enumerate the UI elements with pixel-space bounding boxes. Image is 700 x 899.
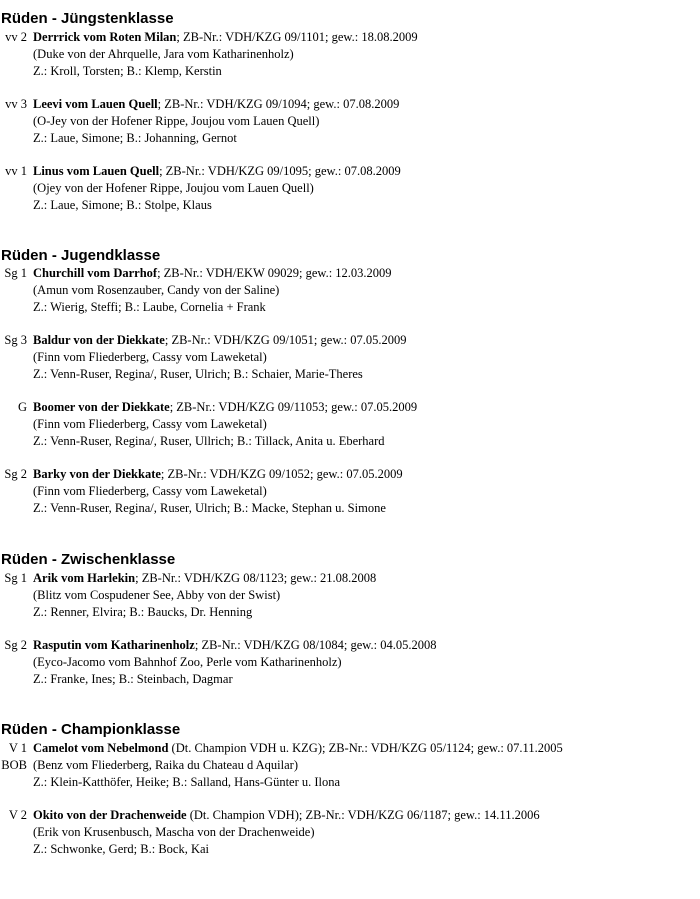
parents: (Amun vom Rosenzauber, Candy von der Saline) xyxy=(33,283,280,297)
dog-name: Rasputin vom Katharinenholz xyxy=(33,638,195,652)
dog-name: Churchill vom Darrhof xyxy=(33,266,158,280)
parents: (Blitz vom Cospudener See, Abby von der Swist) xyxy=(33,588,281,602)
dog-name: Linus vom Lauen Quell xyxy=(33,164,160,178)
grade: Sg 1 xyxy=(4,266,27,280)
dog-entry xyxy=(0,29,700,80)
grade-secondary xyxy=(0,113,27,130)
entry-header xyxy=(33,637,437,654)
grade-secondary xyxy=(0,46,27,63)
breeder-owner: Z.: Renner, Elvira; B.: Baucks, Dr. Henning xyxy=(33,605,253,619)
entry-header xyxy=(33,740,563,757)
dog-title: (Dt. Champion VDH u. KZG) xyxy=(168,741,322,755)
dog-entry xyxy=(0,807,700,858)
entry-header xyxy=(33,163,401,180)
breeder-owner: Z.: Kroll, Torsten; B.: Klemp, Kerstin xyxy=(33,64,222,78)
grade-secondary xyxy=(0,349,27,366)
breeder-owner: Z.: Schwonke, Gerd; B.: Bock, Kai xyxy=(33,842,210,856)
grade: Sg 1 xyxy=(4,571,27,585)
registration: ; ZB-Nr.: VDH/KZG 09/1052; gew.: 07.05.2009 xyxy=(160,467,403,481)
grade-secondary xyxy=(0,483,27,500)
grade-secondary xyxy=(0,824,27,841)
registration: ; ZB-Nr.: VDH/KZG 08/1123; gew.: 21.08.2008 xyxy=(135,571,377,585)
registration: ; ZB-Nr.: VDH/EKW 09029; gew.: 12.03.2009 xyxy=(157,266,392,280)
grade-secondary xyxy=(0,180,27,197)
grade-secondary xyxy=(0,282,27,299)
grade: Sg 3 xyxy=(4,333,27,347)
entry-header xyxy=(33,399,417,416)
section-title: Rüden - Jüngstenklasse xyxy=(1,10,174,27)
grade-secondary: BOB xyxy=(1,758,27,772)
grade-secondary xyxy=(0,416,27,433)
grade-secondary xyxy=(0,587,27,604)
entry-header xyxy=(33,570,376,587)
dog-entry xyxy=(0,570,700,621)
parents: (Duke von der Ahrquelle, Jara vom Katharinenholz) xyxy=(33,47,294,61)
section-title: Rüden - Championklasse xyxy=(1,721,181,738)
grade: vv 2 xyxy=(5,30,27,44)
grade-secondary xyxy=(0,654,27,671)
parents: (Erik von Krusenbusch, Mascha von der Drachenweide) xyxy=(33,825,315,839)
breeder-owner: Z.: Laue, Simone; B.: Stolpe, Klaus xyxy=(33,198,212,212)
parents: (Eyco-Jacomo vom Bahnhof Zoo, Perle vom Katharinenholz) xyxy=(33,655,342,669)
parents: (Ojey von der Hofener Rippe, Joujou vom Lauen Quell) xyxy=(33,181,314,195)
grade: Sg 2 xyxy=(4,467,27,481)
dog-entry xyxy=(0,96,700,147)
registration: ; ZB-Nr.: VDH/KZG 08/1084; gew.: 04.05.2008 xyxy=(194,638,437,652)
entry-header xyxy=(33,332,407,349)
dog-entry xyxy=(0,466,700,517)
dog-entry xyxy=(0,163,700,214)
dog-name: Okito von der Drachenweide xyxy=(33,808,187,822)
dog-entry xyxy=(0,332,700,383)
dog-name: Derrrick vom Roten Milan xyxy=(33,30,177,44)
dog-name: Camelot vom Nebelmond xyxy=(33,741,169,755)
dog-name: Leevi vom Lauen Quell xyxy=(33,97,158,111)
registration: ; ZB-Nr.: VDH/KZG 09/1095; gew.: 07.08.2009 xyxy=(159,164,401,178)
registration: ; ZB-Nr.: VDH/KZG 05/1124; gew.: 07.11.2005 xyxy=(321,741,563,755)
breeder-owner: Z.: Venn-Ruser, Regina/, Ruser, Ulrich; B.: Schaier, Marie-Theres xyxy=(33,367,363,381)
dog-name: Boomer von der Diekkate xyxy=(33,400,170,414)
grade: Sg 2 xyxy=(4,638,27,652)
dog-entry xyxy=(0,265,700,316)
grade: V 2 xyxy=(8,808,27,822)
dog-title: (Dt. Champion VDH) xyxy=(186,808,299,822)
parents: (Finn vom Fliederberg, Cassy vom Laweketal) xyxy=(33,417,267,431)
dog-name: Arik vom Harlekin xyxy=(33,571,136,585)
entry-header xyxy=(33,466,403,483)
grade: vv 1 xyxy=(5,164,27,178)
breeder-owner: Z.: Laue, Simone; B.: Johanning, Gernot xyxy=(33,131,237,145)
dog-entry xyxy=(0,637,700,688)
parents: (Finn vom Fliederberg, Cassy vom Laweketal) xyxy=(33,350,267,364)
breeder-owner: Z.: Wierig, Steffi; B.: Laube, Cornelia + Frank xyxy=(33,300,266,314)
registration: ; ZB-Nr.: VDH/KZG 06/1187; gew.: 14.11.2006 xyxy=(298,808,540,822)
grade: vv 3 xyxy=(5,97,27,111)
registration: ; ZB-Nr.: VDH/KZG 09/1094; gew.: 07.08.2009 xyxy=(157,97,400,111)
entry-header xyxy=(33,96,399,113)
breeder-owner: Z.: Klein-Katthöfer, Heike; B.: Salland, Hans-Günter u. Ilona xyxy=(33,775,341,789)
entry-header xyxy=(33,807,540,824)
registration: ; ZB-Nr.: VDH/KZG 09/1101; gew.: 18.08.2009 xyxy=(176,30,418,44)
section-title: Rüden - Jugendklasse xyxy=(1,247,161,264)
parents: (Finn vom Fliederberg, Cassy vom Laweketal) xyxy=(33,484,267,498)
registration: ; ZB-Nr.: VDH/KZG 09/11053; gew.: 07.05.2009 xyxy=(169,400,418,414)
entry-header xyxy=(33,29,418,46)
grade: G xyxy=(17,400,27,414)
breeder-owner: Z.: Venn-Ruser, Regina/, Ruser, Ullrich; B.: Tillack, Anita u. Eberhard xyxy=(33,434,385,448)
breeder-owner: Z.: Franke, Ines; B.: Steinbach, Dagmar xyxy=(33,672,233,686)
parents: (Benz vom Fliederberg, Raika du Chateau d Aquilar) xyxy=(33,758,298,772)
registration: ; ZB-Nr.: VDH/KZG 09/1051; gew.: 07.05.2009 xyxy=(164,333,407,347)
parents: (O-Jey von der Hofener Rippe, Joujou vom Lauen Quell) xyxy=(33,114,320,128)
entry-header xyxy=(33,265,392,282)
section-title: Rüden - Zwischenklasse xyxy=(1,551,176,568)
grade: V 1 xyxy=(8,741,27,755)
dog-name: Barky von der Diekkate xyxy=(33,467,161,481)
dog-name: Baldur von der Diekkate xyxy=(33,333,165,347)
dog-entry xyxy=(0,740,700,791)
dog-entry xyxy=(0,399,700,450)
breeder-owner: Z.: Venn-Ruser, Regina/, Ruser, Ulrich; B.: Macke, Stephan u. Simone xyxy=(33,501,386,515)
